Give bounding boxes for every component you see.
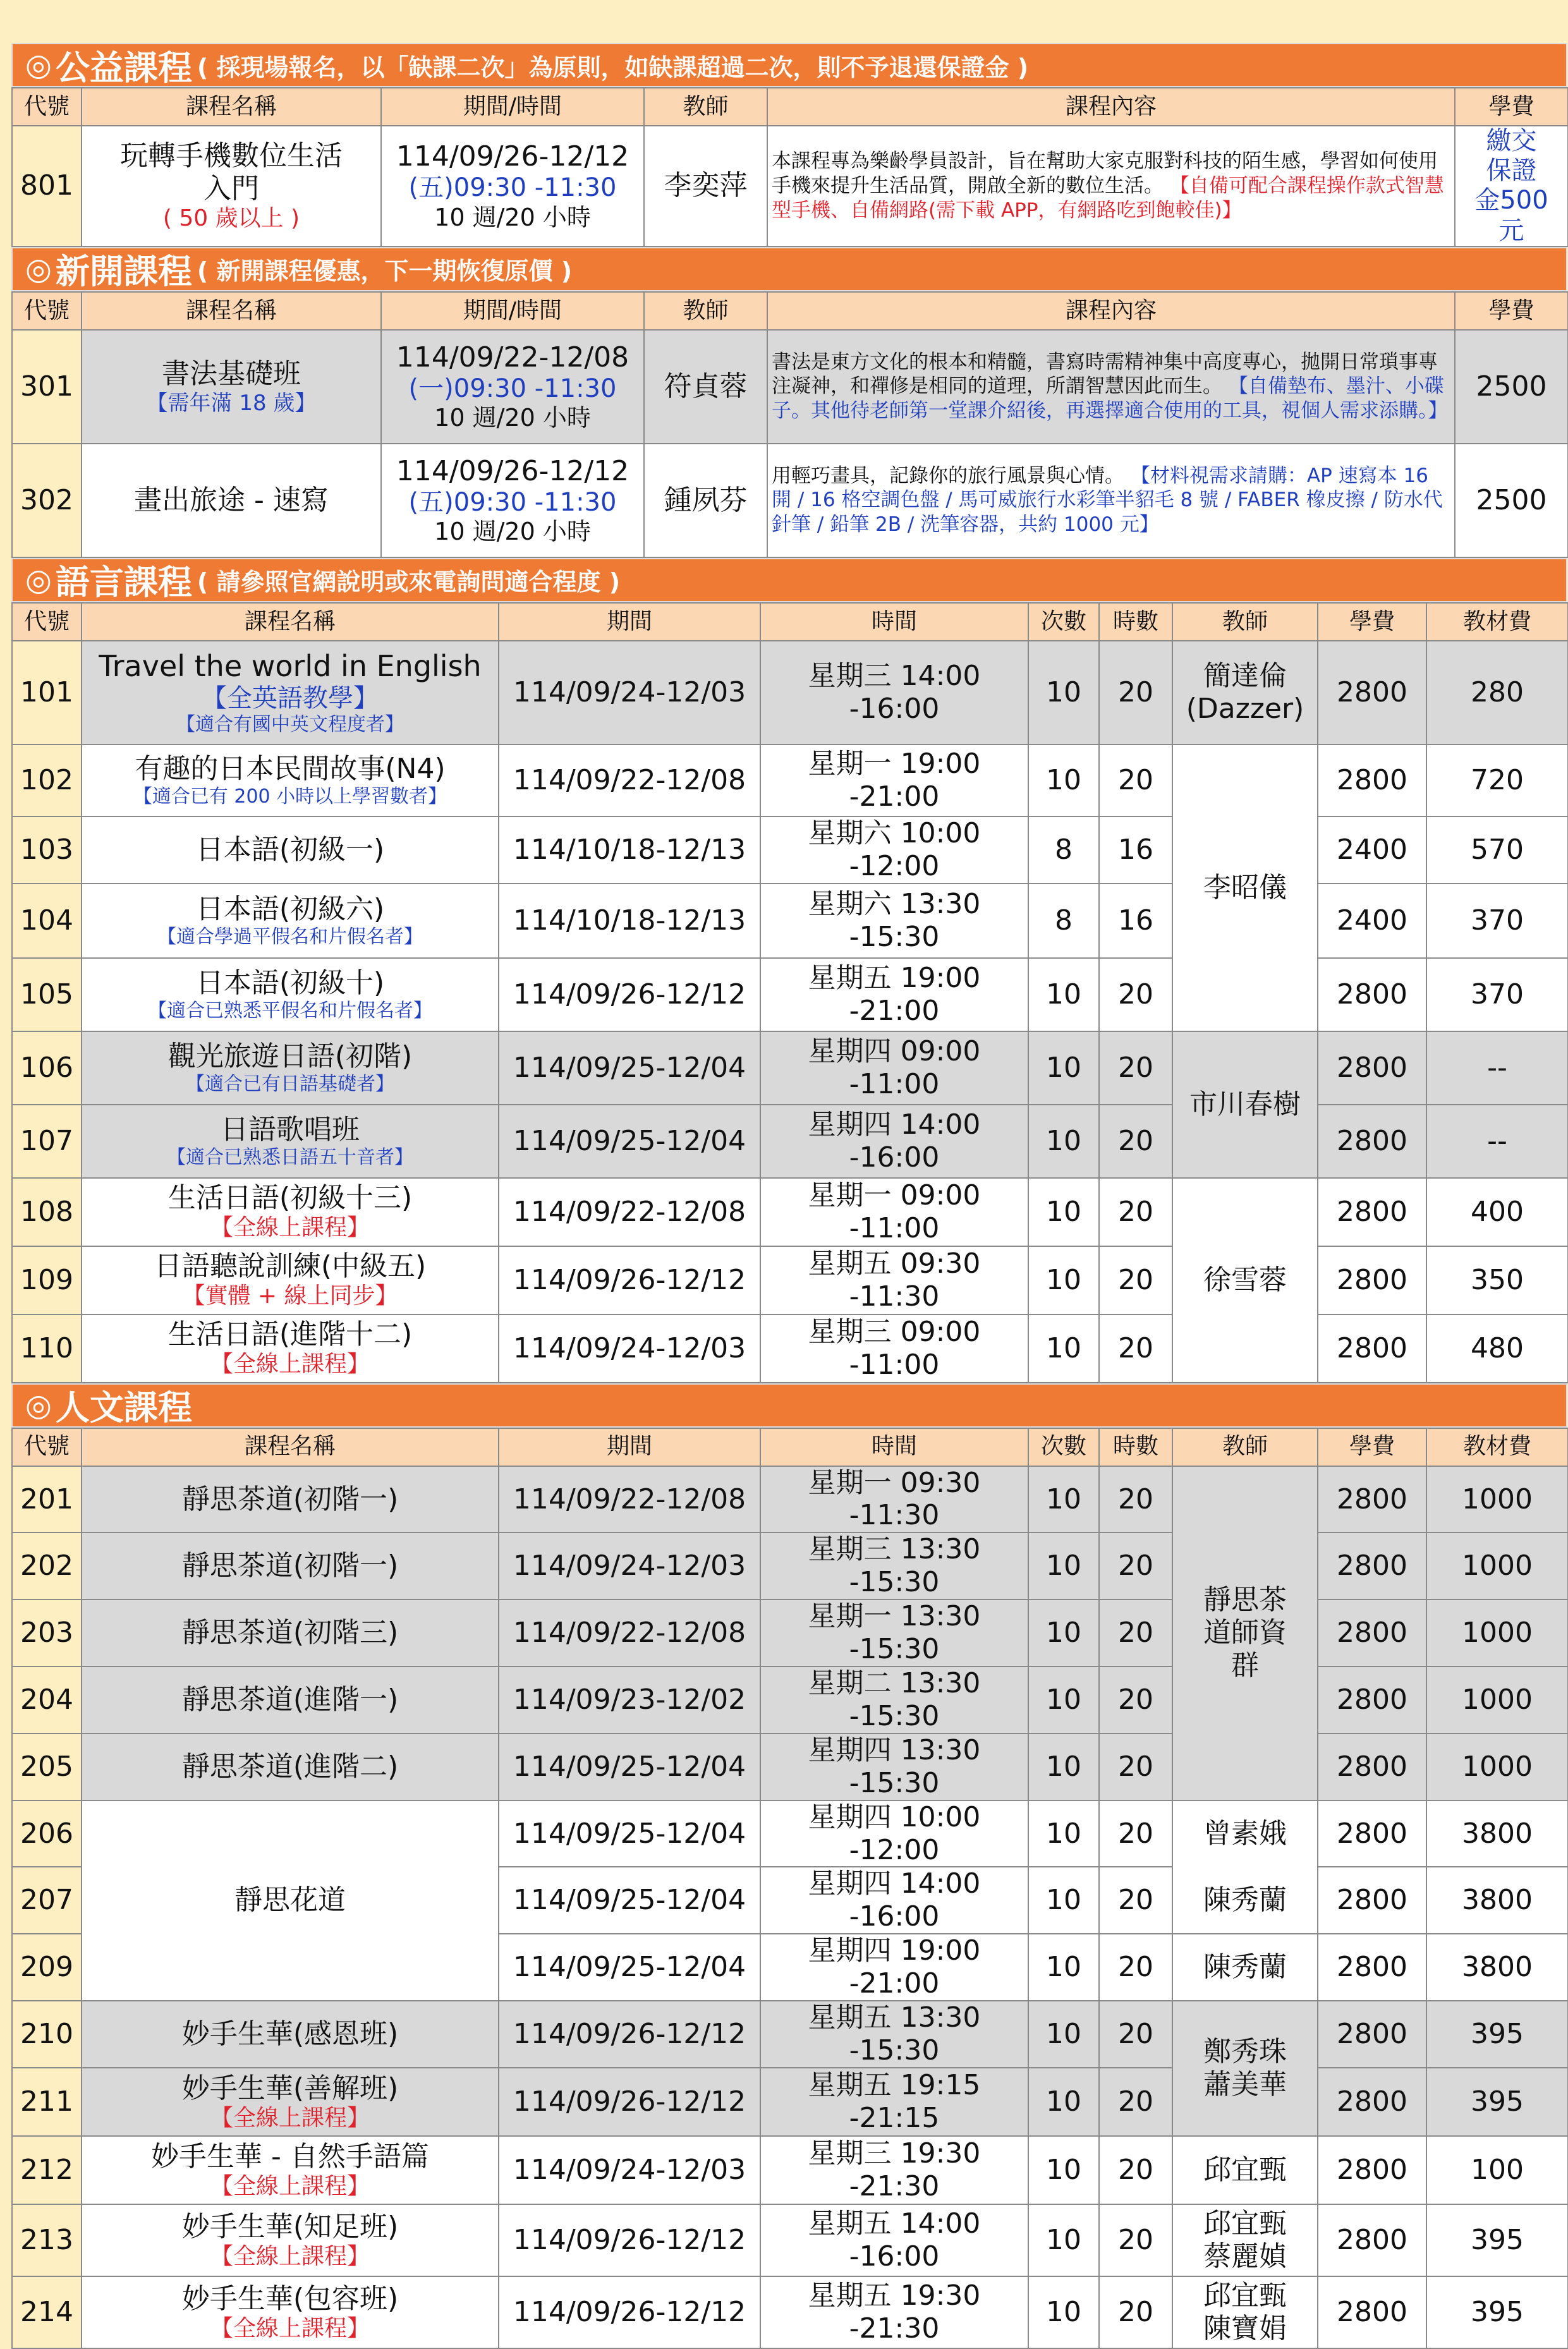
table-row: 302 畫出旅途 - 速寫 114/09/26-12/12 (五)09:30 -11:30 10 週/20 小時 鍾夙芬 用輕巧畫具，記錄你的旅行風景與心情。 【材料視需求請購：AP 速寫本 16 開 / 16 格空調色盤 / 馬可威旅行水彩筆半貂毛 8 號 / FABER 橡皮擦 / 防水代針筆 / 鉛筆 2B / 洗筆容器，共約 1000 元】 2500: [12, 444, 1568, 557]
table-row: 109 日語聽說訓練(中級五) 【實體 + 線上同步】 114/09/26-12/12 星期五 09:30 -11:30 10 20 2800 350: [12, 1246, 1568, 1314]
table-header-row: 代號 課程名稱 期間/時間 教師 課程內容 學費: [12, 292, 1568, 330]
table-row: 105 日本語(初級十) 【適合已熟悉平假名和片假名者】 114/09/26-12/12 星期五 19:00 -21:00 10 20 2800 370: [12, 958, 1568, 1031]
table-row: 210 妙手生華(感恩班) 114/09/26-12/12 星期五 13:30 -15:30 10 20 鄭秀珠 蕭美華 2800 395: [12, 2001, 1568, 2068]
course-description: 本課程專為樂齡學員設計，旨在幫助大家克服對科技的陌生感，學習如何使用手機來提升生活品質，開啟全新的數位生活。 【自備可配合課程操作款式智慧型手機、自備網路(需下載 APP，有網路吃到飽較佳)】: [767, 126, 1455, 246]
table-row: 204 靜思茶道(進階一) 114/09/23-12/02 星期二 13:30 -15:30 10 20 2800 1000: [12, 1666, 1568, 1733]
bullseye-icon: ◎: [25, 562, 52, 598]
table-row: 214 妙手生華(包容班) 【全線上課程】 114/09/26-12/12 星期五 19:30 -21:30 10 20 邱宜甄 陳寶娟 2800 395: [12, 2276, 1568, 2348]
table-row: 213 妙手生華(知足班) 【全線上課程】 114/09/26-12/12 星期五 14:00 -16:00 10 20 邱宜甄 蔡麗媜 2800 395: [12, 2204, 1568, 2276]
table-row: 107 日語歌唱班 【適合已熟悉日語五十音者】 114/09/25-12/04 星期四 14:00 -16:00 10 20 2800 --: [12, 1105, 1568, 1178]
bullseye-icon: ◎: [25, 1387, 52, 1423]
table-row: 212 妙手生華 - 自然手語篇 【全線上課程】 114/09/24-12/03 星期三 19:30 -21:30 10 20 邱宜甄 2800 100: [12, 2136, 1568, 2204]
table-row: 101 Travel the world in English 【全英語教學】 【適合有國中英文程度者】 114/09/24-12/03 星期三 14:00 -16:00 10 20 簡達倫 (Dazzer) 2800 280: [12, 641, 1568, 744]
table-row: 102 有趣的日本民間故事(N4) 【適合已有 200 小時以上學習數者】 114/09/22-12/08 星期一 19:00 -21:00 10 20 李昭儀 2800 720: [12, 744, 1568, 816]
table-header-row: 代號 課程名稱 期間 時間 次數 時數 教師 學費 教材費: [12, 1428, 1568, 1466]
table-row: 104 日本語(初級六) 【適合學過平假名和片假名者】 114/10/18-12/13 星期六 13:30 -15:30 8 16 2400 370: [12, 883, 1568, 958]
table-row: 106 觀光旅遊日語(初階) 【適合已有日語基礎者】 114/09/25-12/04 星期四 09:00 -11:00 10 20 市川春樹 2800 --: [12, 1031, 1568, 1105]
table-header-row: 代號 課程名稱 期間 時間 次數 時數 教師 學費 教材費: [12, 603, 1568, 641]
course-period: 114/09/26-12/12 (五)09:30 -11:30 10 週/20 小時: [381, 126, 644, 246]
table-row: 201 靜思茶道(初階一) 114/09/22-12/08 星期一 09:30 -11:30 10 20 靜思茶道師資群 2800 1000: [12, 1466, 1568, 1533]
table-row: 110 生活日語(進階十二) 【全線上課程】 114/09/24-12/03 星期三 09:00 -11:00 10 20 2800 480: [12, 1314, 1568, 1383]
language-course-table: [11, 602, 1568, 1383]
table-row: 301 書法基礎班 【需年滿 18 歲】 114/09/22-12/08 (一)09:30 -11:30 10 週/20 小時 符貞蓉 書法是東方文化的根本和精髓，書寫時需精神集中高度專心，拋開日常瑣事專注凝神，和禪修是相同的道理，所謂智慧因此而生。 【自備墊布、墨汁、小碟子。其他待老師第一堂課介紹後，再選擇適合使用的工具，視個人需求添購。】 2500: [12, 330, 1568, 444]
table-row: 206 靜思花道 114/09/25-12/04 星期四 10:00 -12:00 10 20 曾素娥 2800 3800: [12, 1800, 1568, 1867]
bullseye-icon: ◎: [25, 47, 52, 83]
section-title-new: ◎ 新開課程 ( 新開課程優惠，下一期恢復原價 ): [11, 247, 1567, 291]
humanities-course-table: [11, 1428, 1568, 2349]
table-row: 205 靜思茶道(進階二) 114/09/25-12/04 星期四 13:30 -15:30 10 20 2800 1000: [12, 1733, 1568, 1800]
public-course-table: [11, 87, 1568, 247]
table-row: 108 生活日語(初級十三) 【全線上課程】 114/09/22-12/08 星期一 09:00 -11:00 10 20 徐雪蓉 2800 400: [12, 1178, 1568, 1246]
section-title-language: ◎ 語言課程 ( 請參照官網說明或來電詢問適合程度 ): [11, 558, 1567, 602]
table-row: 209 114/09/25-12/04 星期四 19:00 -21:00 10 20 陳秀蘭 2800 3800: [12, 1934, 1568, 2001]
table-header-row: 代號 課程名稱 期間/時間 教師 課程內容 學費: [12, 88, 1568, 126]
table-row: 202 靜思茶道(初階一) 114/09/24-12/03 星期三 13:30 -15:30 10 20 2800 1000: [12, 1533, 1568, 1599]
table-row: 103 日本語(初級一) 114/10/18-12/13 星期六 10:00 -12:00 8 16 2400 570: [12, 816, 1568, 883]
table-row: 207 114/09/25-12/04 星期四 14:00 -16:00 10 20 陳秀蘭 2800 3800: [12, 1867, 1568, 1934]
table-row: 211 妙手生華(善解班) 【全線上課程】 114/09/26-12/12 星期五 19:15 -21:15 10 20 2800 395: [12, 2068, 1568, 2136]
bullseye-icon: ◎: [25, 251, 52, 287]
new-course-table: [11, 291, 1568, 558]
table-row: 203 靜思茶道(初階三) 114/09/22-12/08 星期一 13:30 -15:30 10 20 2800 1000: [12, 1599, 1568, 1666]
table-row: 801 玩轉手機數位生活入門 ( 50 歲以上 ) 114/09/26-12/12 (五)09:30 -11:30 10 週/20 小時 李奕萍 本課程專為樂齡學員設計，旨在幫助大家克服對科技的陌生感，學習如何使用手機來提升生活品質，開啟全新的數位生活。 【自備可配合課程操作款式智慧型手機、自備網路(需下載 APP，有網路吃到飽較佳)】 繳交保證金500 元: [12, 126, 1568, 246]
course-name: 玩轉手機數位生活入門 ( 50 歲以上 ): [82, 126, 381, 246]
section-title-public: ◎ 公益課程 ( 採現場報名，以「缺課二次」為原則，如缺課超過二次，則不予退還保證金 ): [11, 43, 1567, 87]
catalog-wrapper: [11, 43, 1567, 2349]
section-title-humanities: ◎ 人文課程: [11, 1383, 1567, 1428]
